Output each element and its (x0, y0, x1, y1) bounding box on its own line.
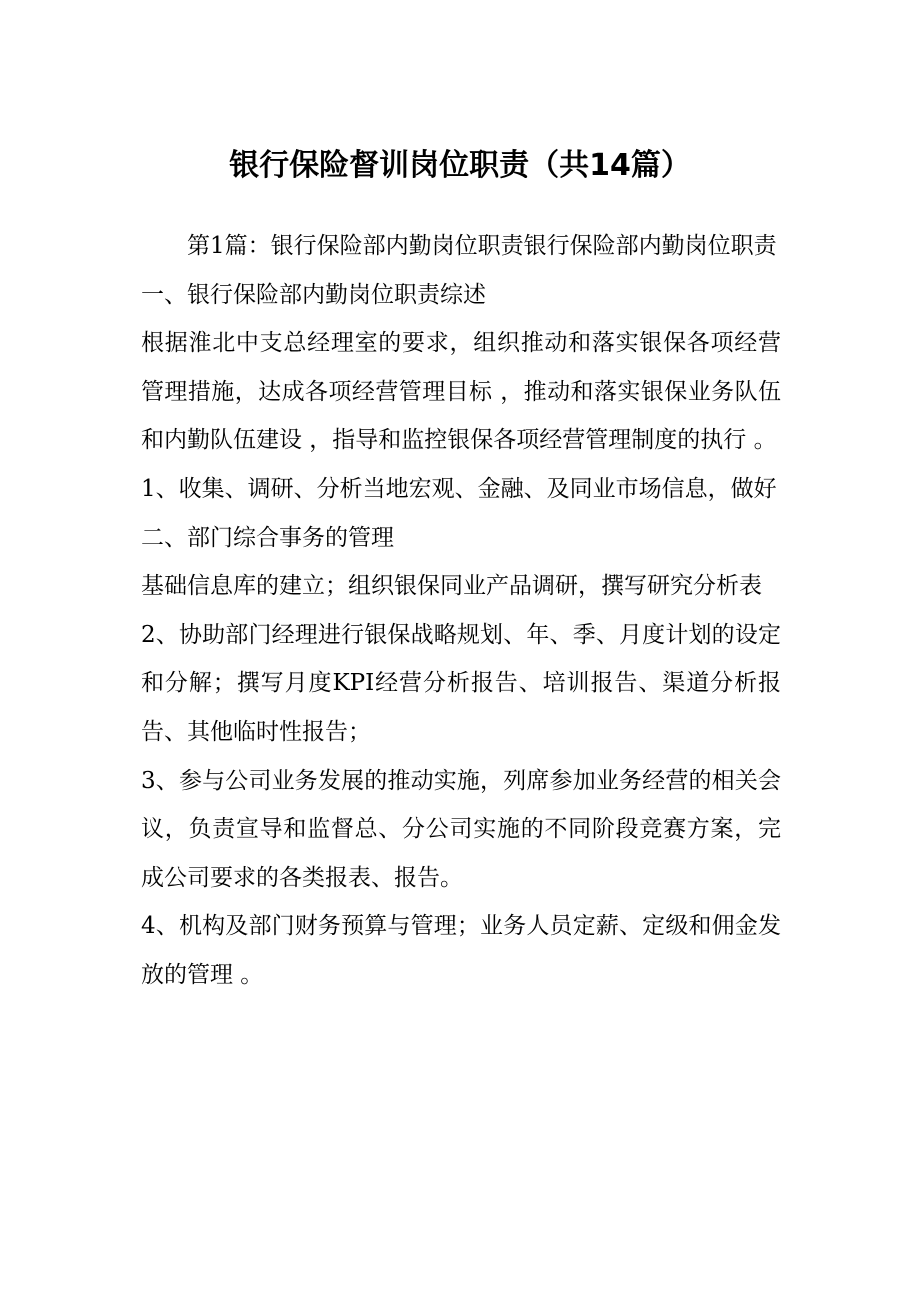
paragraph-item-1: 1、收集、调研、分析当地宏观、金融、及同业市场信息，做好 (141, 475, 777, 502)
paragraph-info-base: 基础信息库的建立；组织银保同业产品调研，撰写研究分析表 (141, 573, 762, 600)
document-title: 银行保险督训岗位职责（共14篇） (229, 148, 691, 183)
paragraph-item-2: 2、协助部门经理进行银保战略规划、年、季、月度计划的设定和分解；撰写月度KPI经营分析报告、培训报告、渠道分析报告、其他临时性报告； (141, 621, 781, 745)
paragraph-item-3: 3、参与公司业务发展的推动实施，列席参加业务经营的相关会议，负责宣导和监督总、分公司实施的不同阶段竞赛方案，完成公司要求的各类报表、报告。 (141, 767, 781, 891)
paragraph-section-two-heading: 二、部门综合事务的管理 (141, 524, 394, 551)
paragraph-section-one-heading: 一、银行保险部内勤岗位职责综述 (141, 281, 486, 308)
paragraph-chapter-heading: 第1篇：银行保险部内勤岗位职责银行保险部内勤岗位职责 (187, 233, 777, 259)
document-body (141, 222, 781, 1000)
paragraph-overview: 根据淮北中支总经理室的要求，组织推动和落实银保各项经营管理措施，达成各项经营管理目标 ，推动和落实银保业务队伍和内勤队伍建设 ，指导和监控银保各项经营管理制度的执行 。 (141, 330, 781, 454)
paragraph-item-4: 4、机构及部门财务预算与管理；业务人员定薪、定级和佣金发放的管理 。 (141, 913, 781, 988)
